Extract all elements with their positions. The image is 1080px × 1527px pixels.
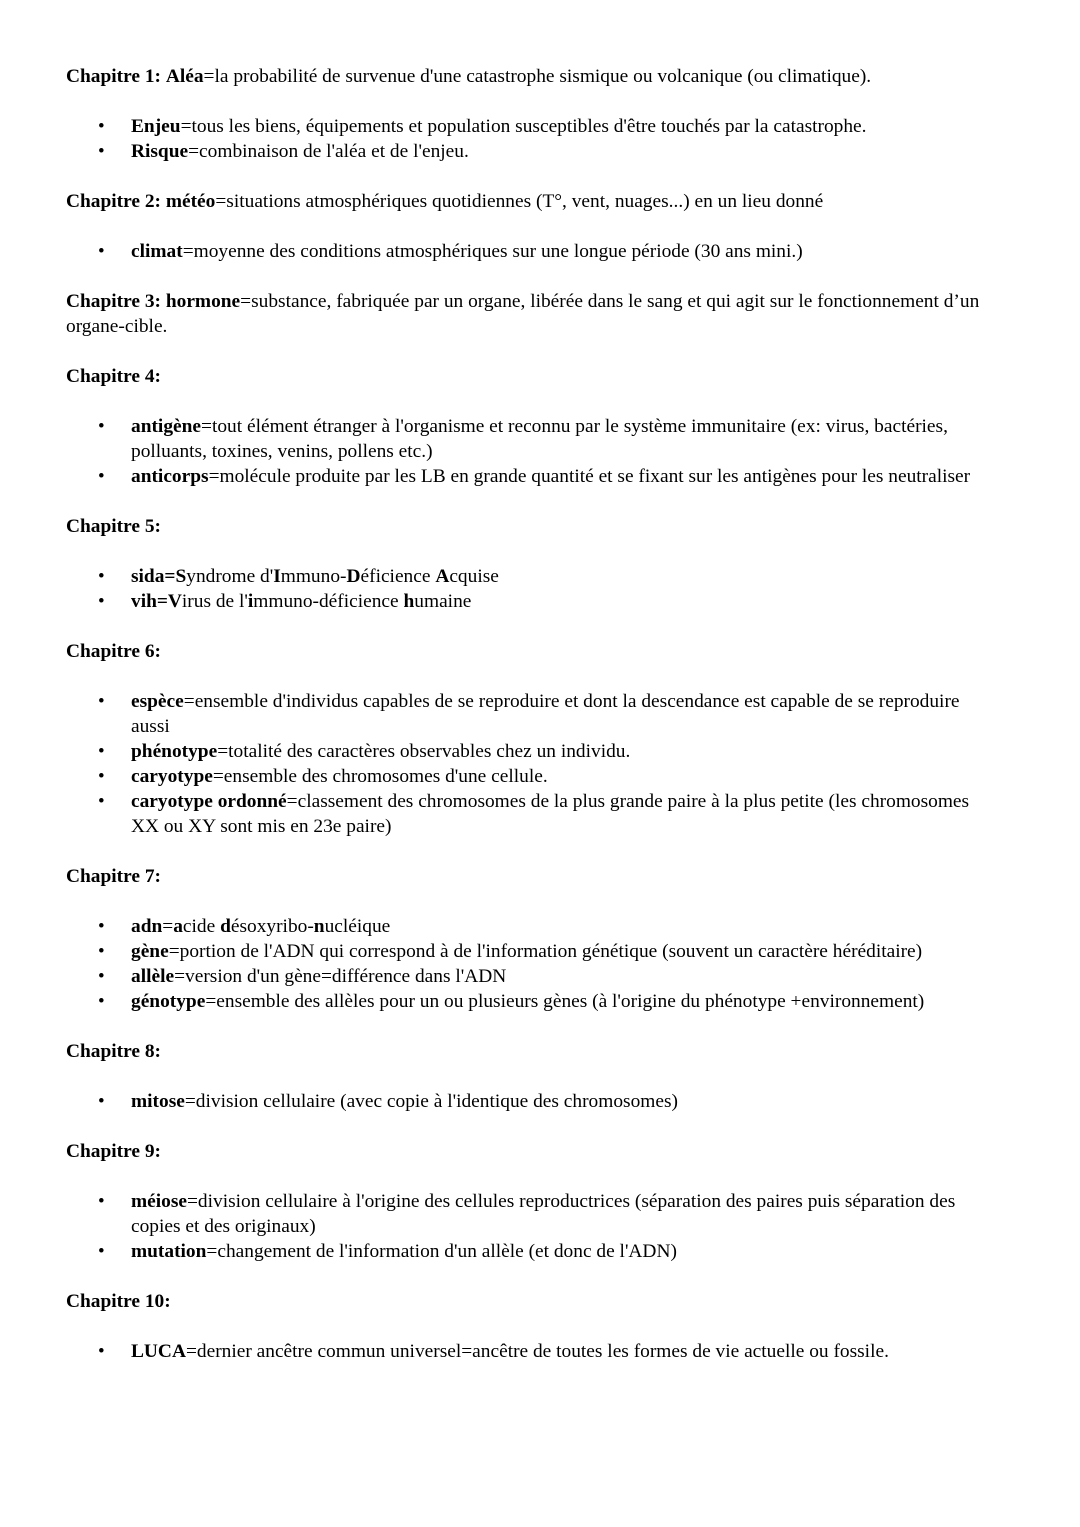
- chapter-paragraph: [66, 1139, 996, 1164]
- bullet-icon: •: [98, 966, 105, 987]
- chapter-heading: Chapitre 2:: [66, 191, 161, 212]
- term: Enjeu: [131, 116, 181, 137]
- list-item: [98, 989, 996, 1014]
- definition-text: yndrome d': [186, 566, 274, 587]
- bullet-icon: •: [98, 416, 105, 437]
- term: Aléa: [165, 66, 204, 87]
- definition-list: [66, 1189, 996, 1264]
- list-item: [98, 689, 996, 739]
- definition-list: [66, 114, 996, 164]
- list-item: [98, 964, 996, 989]
- definition-list: [66, 1339, 996, 1364]
- term: anticorps: [131, 466, 209, 487]
- term: Risque: [131, 141, 189, 162]
- chapter-heading: Chapitre 10:: [66, 1291, 171, 1312]
- definition-text: =tous les biens, équipements et population susceptibles d'être touchés par la catastrophe.: [180, 116, 867, 137]
- definition-text: =totalité des caractères observables chez un individu.: [217, 741, 631, 762]
- term: D: [346, 566, 361, 587]
- term: gène: [131, 941, 169, 962]
- bullet-icon: •: [98, 766, 105, 787]
- definition-list: [66, 564, 996, 614]
- list-item: [98, 464, 996, 489]
- bullet-icon: •: [98, 1241, 105, 1262]
- definition-text: =classement des chromosomes de la plus grande paire à la plus petite (les chromosomes XX ou XY sont mis en 23e paire): [131, 791, 970, 837]
- term: sida=S: [131, 566, 187, 587]
- list-item: [98, 739, 996, 764]
- definition-list: [66, 239, 996, 264]
- bullet-icon: •: [98, 916, 105, 937]
- list-item: [98, 114, 996, 139]
- definition-text: =ensemble d'individus capables de se reproduire et dont la descendance est capable de se reproduire aussi: [131, 691, 960, 737]
- term: météo: [165, 191, 216, 212]
- term: h: [403, 591, 415, 612]
- definition-text: éficience: [360, 566, 436, 587]
- definition-text: cquise: [449, 566, 499, 587]
- definition-text: =division cellulaire (avec copie à l'identique des chromosomes): [184, 1091, 678, 1112]
- chapter-heading: Chapitre 5:: [66, 516, 161, 537]
- definition-text: =: [162, 916, 174, 937]
- definition-list: [66, 414, 996, 489]
- term: hormone: [165, 291, 241, 312]
- definition-text: =substance, fabriquée par un organe, libérée dans le sang et qui agit sur le fonctionnement d’un organe-cible.: [66, 291, 980, 337]
- bullet-icon: •: [98, 141, 105, 162]
- list-item: [98, 1189, 996, 1239]
- chapter-paragraph: [66, 289, 996, 339]
- definition-list: [66, 1089, 996, 1114]
- definition-text: =molécule produite par les LB en grande quantité et se fixant sur les antigènes pour les neutraliser: [208, 466, 971, 487]
- term: allèle: [131, 966, 175, 987]
- list-item: [98, 764, 996, 789]
- list-item: [98, 239, 996, 264]
- definition-text: umaine: [414, 591, 472, 612]
- list-item: [98, 1239, 996, 1264]
- term: caryotype: [131, 766, 213, 787]
- term: phénotype: [131, 741, 218, 762]
- chapter-paragraph: [66, 1039, 996, 1064]
- definition-text: mmuno-déficience: [253, 591, 404, 612]
- term: espèce: [131, 691, 184, 712]
- bullet-icon: •: [98, 1341, 105, 1362]
- list-item: [98, 139, 996, 164]
- chapter-heading: Chapitre 8:: [66, 1041, 161, 1062]
- term: i: [247, 591, 254, 612]
- chapter-paragraph: [66, 64, 996, 89]
- term: LUCA: [131, 1341, 186, 1362]
- chapter-paragraph: [66, 1289, 996, 1314]
- term: A: [435, 566, 450, 587]
- definition-text: =dernier ancêtre commun universel=ancêtre de toutes les formes de vie actuelle ou fossile.: [185, 1341, 889, 1362]
- chapter-heading: Chapitre 1:: [66, 66, 161, 87]
- term: I: [273, 566, 281, 587]
- term: climat: [131, 241, 183, 262]
- definition-list: [66, 914, 996, 1014]
- definition-text: =division cellulaire à l'origine des cellules reproductrices (séparation des paires puis séparation des copies et des originaux): [131, 1191, 956, 1237]
- bullet-icon: •: [98, 941, 105, 962]
- chapter-paragraph: [66, 364, 996, 389]
- chapter-heading: Chapitre 4:: [66, 366, 161, 387]
- term: d: [220, 916, 231, 937]
- definition-text: =combinaison de l'aléa et de l'enjeu.: [188, 141, 469, 162]
- definition-text: mmuno-: [280, 566, 347, 587]
- bullet-icon: •: [98, 991, 105, 1012]
- bullet-icon: •: [98, 691, 105, 712]
- term: mitose: [131, 1091, 185, 1112]
- bullet-icon: •: [98, 466, 105, 487]
- list-item: [98, 914, 996, 939]
- bullet-icon: •: [98, 1091, 105, 1112]
- chapter-paragraph: [66, 639, 996, 664]
- definition-text: irus de l': [181, 591, 248, 612]
- definition-text: =portion de l'ADN qui correspond à de l'information génétique (souvent un caractère héréditaire): [168, 941, 923, 962]
- term: caryotype ordonné: [131, 791, 287, 812]
- bullet-icon: •: [98, 566, 105, 587]
- list-item: [98, 789, 996, 839]
- document-body: [66, 64, 996, 1389]
- term: vih=V: [131, 591, 182, 612]
- definition-text: cide: [182, 916, 221, 937]
- chapter-heading: Chapitre 9:: [66, 1141, 161, 1162]
- term: adn: [131, 916, 163, 937]
- definition-text: =la probabilité de survenue d'une catastrophe sismique ou volcanique (ou climatique).: [203, 66, 872, 87]
- chapter-heading: Chapitre 6:: [66, 641, 161, 662]
- term: méiose: [131, 1191, 187, 1212]
- list-item: [98, 589, 996, 614]
- definition-text: =tout élément étranger à l'organisme et reconnu par le système immunitaire (ex: virus, bactéries, polluants, toxines, venins, pollens etc.): [131, 416, 948, 462]
- chapter-paragraph: [66, 189, 996, 214]
- bullet-icon: •: [98, 241, 105, 262]
- definition-text: =version d'un gène=différence dans l'ADN: [174, 966, 507, 987]
- term: génotype: [131, 991, 206, 1012]
- definition-text: ésoxyribo-: [230, 916, 314, 937]
- chapter-heading: Chapitre 7:: [66, 866, 161, 887]
- definition-text: =situations atmosphériques quotidiennes (T°, vent, nuages...) en un lieu donné: [215, 191, 824, 212]
- term: mutation: [131, 1241, 207, 1262]
- bullet-icon: •: [98, 791, 105, 812]
- list-item: [98, 414, 996, 464]
- term: a: [173, 916, 183, 937]
- bullet-icon: •: [98, 1191, 105, 1212]
- list-item: [98, 939, 996, 964]
- bullet-icon: •: [98, 741, 105, 762]
- bullet-icon: •: [98, 116, 105, 137]
- chapter-paragraph: [66, 864, 996, 889]
- definition-list: [66, 689, 996, 839]
- list-item: [98, 1089, 996, 1114]
- chapter-heading: Chapitre 3:: [66, 291, 161, 312]
- definition-text: ucléique: [324, 916, 391, 937]
- list-item: [98, 564, 996, 589]
- definition-text: =ensemble des allèles pour un ou plusieurs gènes (à l'origine du phénotype +environnement): [205, 991, 925, 1012]
- chapter-paragraph: [66, 514, 996, 539]
- bullet-icon: •: [98, 591, 105, 612]
- term: antigène: [131, 416, 202, 437]
- definition-text: =ensemble des chromosomes d'une cellule.: [212, 766, 548, 787]
- term: n: [313, 916, 325, 937]
- definition-text: =moyenne des conditions atmosphériques sur une longue période (30 ans mini.): [182, 241, 803, 262]
- list-item: [98, 1339, 996, 1364]
- definition-text: =changement de l'information d'un allèle (et donc de l'ADN): [206, 1241, 677, 1262]
